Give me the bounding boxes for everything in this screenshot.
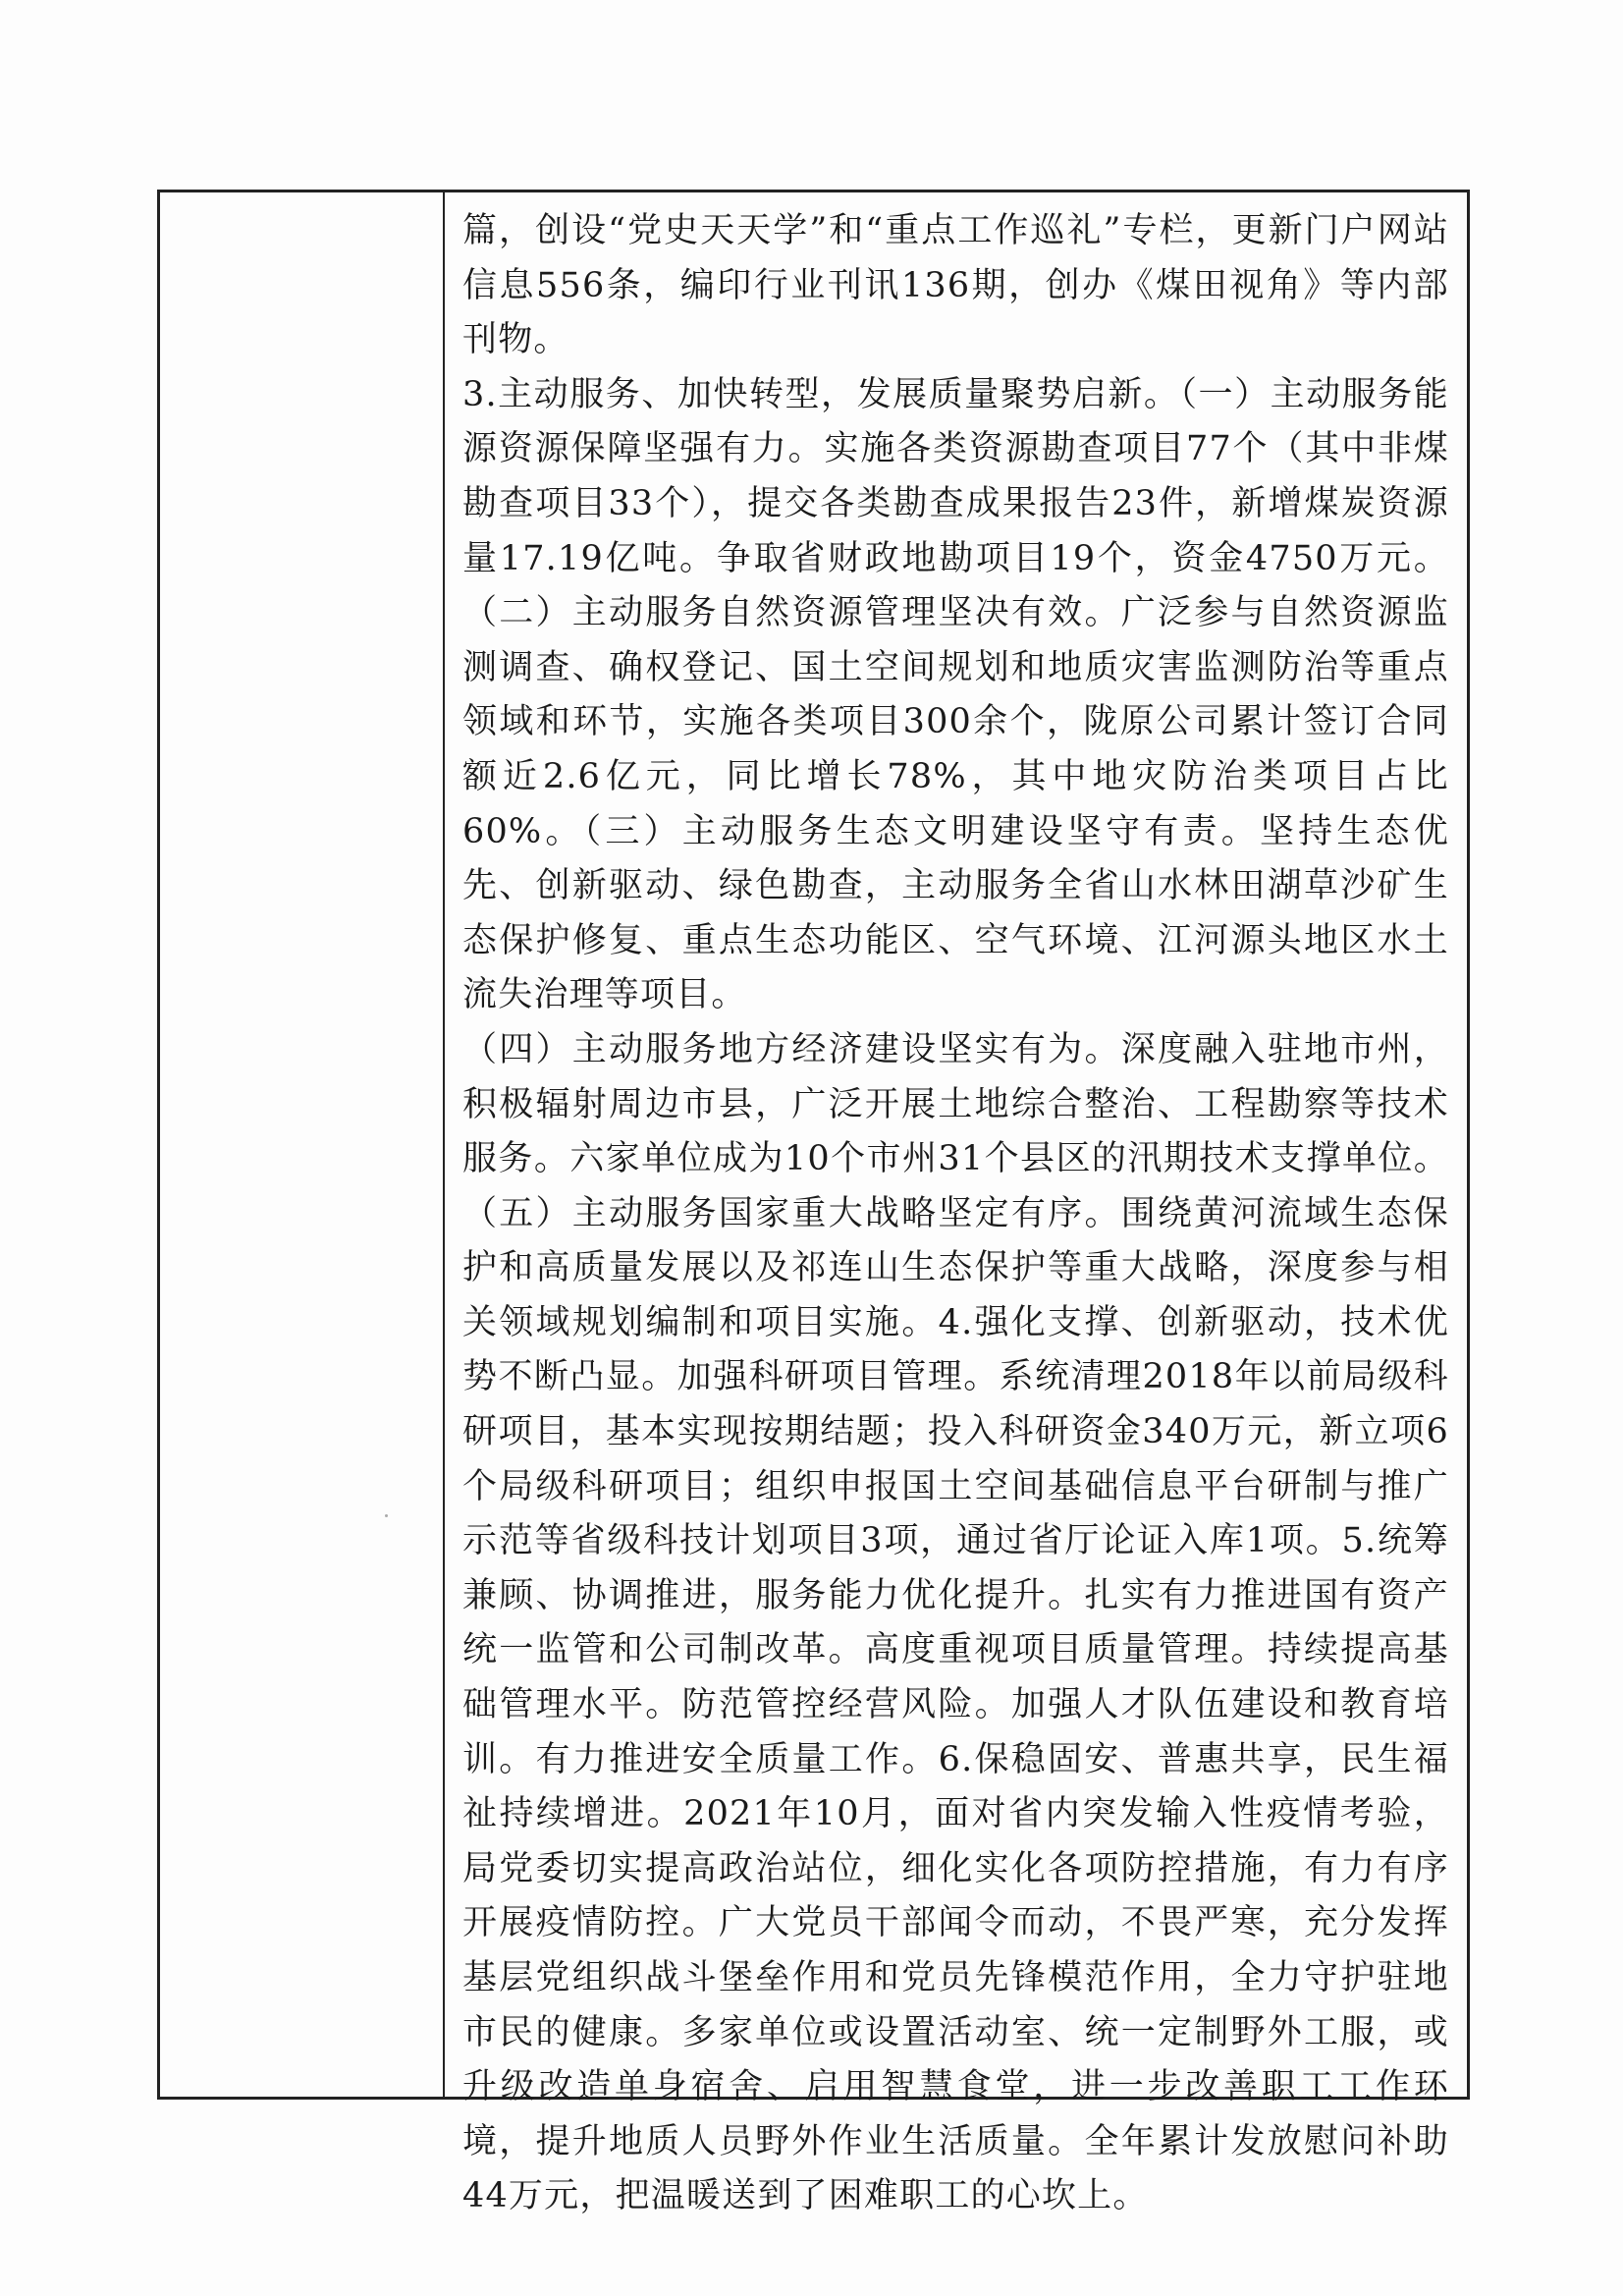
table-left-column <box>160 192 445 2097</box>
paragraph-2: 3.主动服务、加快转型，发展质量聚势启新。（一）主动服务能源资源保障坚强有力。实施各类资源勘查项目77个（其中非煤勘查项目33个），提交各类勘查成果报告23件，新增煤炭资源量17.19亿吨。争取省财政地勘项目19个，资金4750万元。（二）主动服务自然资源管理坚决有效。广泛参与自然资源监测调查、确权登记、国土空间规划和地质灾害监测防治等重点领域和环节，实施各类项目300余个，陇原公司累计签订合同额近2.6亿元，同比增长78%，其中地灾防治类项目占比60%。（三）主动服务生态文明建设坚守有责。坚持生态优先、创新驱动、绿色勘查，主动服务全省山水林田湖草沙矿生态保护修复、重点生态功能区、空气环境、江河源头地区水土流失治理等项目。 <box>462 374 1449 1015</box>
table-content-column <box>445 192 1467 2216</box>
paragraph-1: 篇，创设“党史天天学”和“重点工作巡礼”专栏，更新门户网站信息556条，编印行业刊讯136期，创办《煤田视角》等内部刊物。 <box>462 211 1449 360</box>
report-body-text <box>462 204 1449 2224</box>
scan-speck <box>385 1514 388 1517</box>
paragraph-3: （四）主动服务地方经济建设坚实有为。深度融入驻地市州，积极辐射周边市县，广泛开展土地综合整治、工程勘察等技术服务。六家单位成为10个市州31个县区的汛期技术支撑单位。（五）主动服务国家重大战略坚定有序。围绕黄河流域生态保护和高质量发展以及祁连山生态保护等重大战略，深度参与相关领域规划编制和项目实施。4.强化支撑、创新驱动，技术优势不断凸显。加强科研项目管理。系统清理2018年以前局级科研项目，基本实现按期结题；投入科研资金340万元，新立项6个局级科研项目；组织申报国土空间基础信息平台研制与推广示范等省级科技计划项目3项，通过省厅论证入库1项。5.统筹兼顾、协调推进，服务能力优化提升。扎实有力推进国有资产统一监管和公司制改革。高度重视项目质量管理。持续提高基础管理水平。防范管控经营风险。加强人才队伍建设和教育培训。有力推进安全质量工作。6.保稳固安、普惠共享，民生福祉持续增进。2021年10月，面对省内突发输入性疫情考验，局党委切实提高政治站位，细化实化各项防控措施，有力有序开展疫情防控。广大党员干部闻令而动，不畏严寒，充分发挥基层党组织战斗堡垒作用和党员先锋模范作用，全力守护驻地市民的健康。多家单位或设置活动室、统一定制野外工服，或升级改造单身宿舍、启用智慧食堂，进一步改善职工工作环境，提升地质人员野外作业生活质量。全年累计发放慰问补助44万元，把温暖送到了困难职工的心坎上。 <box>462 1029 1449 2216</box>
report-table <box>157 190 1470 2216</box>
